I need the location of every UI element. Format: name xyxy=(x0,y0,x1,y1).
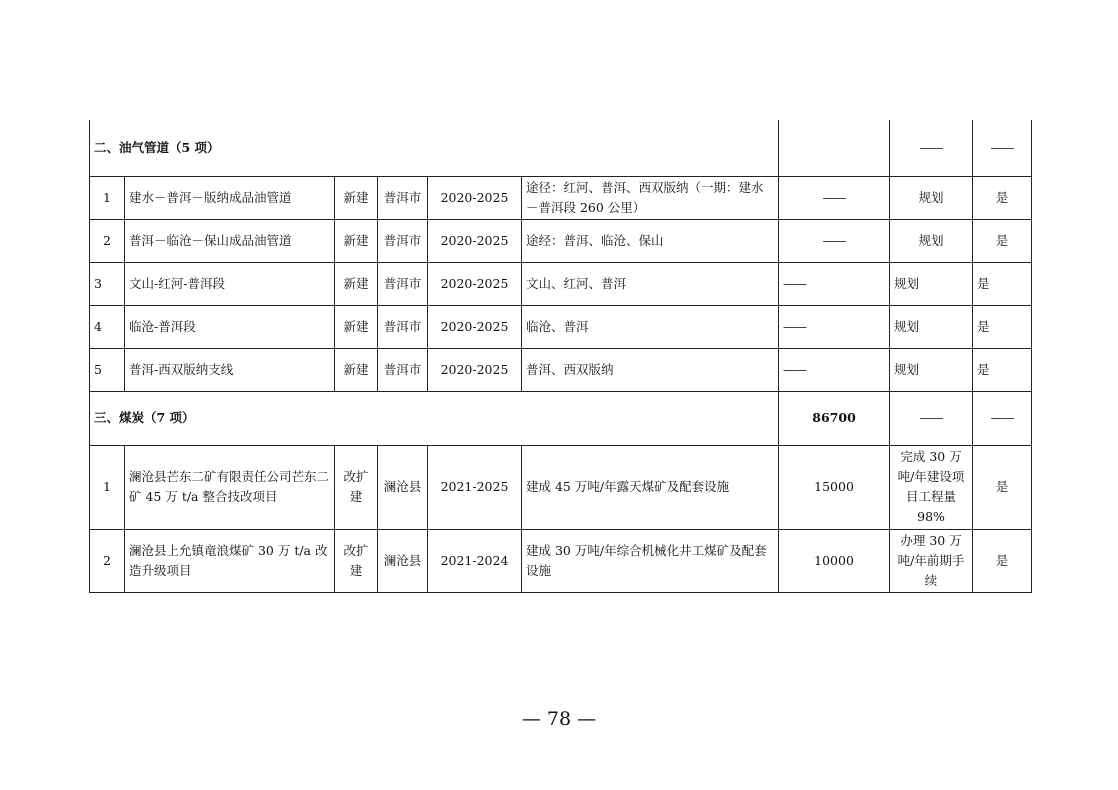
period: 2020-2025 xyxy=(428,219,522,262)
row-number: 1 xyxy=(90,445,125,529)
content: 途经：普洱、临沧、保山 xyxy=(522,219,779,262)
progress: 规划 xyxy=(890,348,973,391)
section-title: 三、煤炭（7 项） xyxy=(90,391,779,445)
build-type: 改扩建 xyxy=(335,445,378,529)
page-number: — 78 — xyxy=(521,708,597,730)
row-number: 4 xyxy=(90,305,125,348)
row-number: 2 xyxy=(90,219,125,262)
project-name: 临沧-普洱段 xyxy=(125,305,335,348)
content: 文山、红河、普洱 xyxy=(522,262,779,305)
section-total: 86700 xyxy=(779,391,890,445)
flag: 是 xyxy=(973,219,1032,262)
location: 普洱市 xyxy=(378,176,428,219)
section-progress: —— xyxy=(890,391,973,445)
period: 2020-2025 xyxy=(428,348,522,391)
section-total xyxy=(779,120,890,176)
flag: 是 xyxy=(973,445,1032,529)
period: 2020-2025 xyxy=(428,262,522,305)
period: 2021-2024 xyxy=(428,529,522,592)
build-type: 新建 xyxy=(335,348,378,391)
location: 普洱市 xyxy=(378,219,428,262)
row-number: 3 xyxy=(90,262,125,305)
content: 途径：红河、普洱、西双版纳（一期：建水－普洱段 260 公里） xyxy=(522,176,779,219)
row-number: 5 xyxy=(90,348,125,391)
project-name: 建水－普洱－版纳成品油管道 xyxy=(125,176,335,219)
flag: 是 xyxy=(973,262,1032,305)
progress: 规划 xyxy=(890,305,973,348)
table-row xyxy=(90,262,1032,305)
section-flag: —— xyxy=(973,120,1032,176)
row-number: 2 xyxy=(90,529,125,592)
progress: 规划 xyxy=(890,176,973,219)
table-row xyxy=(90,305,1032,348)
project-table xyxy=(89,120,1032,593)
flag: 是 xyxy=(973,176,1032,219)
table-row xyxy=(90,445,1032,529)
section-flag: —— xyxy=(973,391,1032,445)
flag: 是 xyxy=(973,529,1032,592)
location: 普洱市 xyxy=(378,305,428,348)
project-name: 普洱-西双版纳支线 xyxy=(125,348,335,391)
investment: —— xyxy=(779,305,890,348)
location: 普洱市 xyxy=(378,262,428,305)
project-name: 普洱－临沧－保山成品油管道 xyxy=(125,219,335,262)
period: 2021-2025 xyxy=(428,445,522,529)
project-name: 澜沧县芒东二矿有限责任公司芒东二矿 45 万 t/a 整合技改项目 xyxy=(125,445,335,529)
section-header-row xyxy=(90,391,1032,445)
table-row xyxy=(90,529,1032,592)
section-header-row xyxy=(90,120,1032,176)
build-type: 新建 xyxy=(335,219,378,262)
flag: 是 xyxy=(973,348,1032,391)
row-number: 1 xyxy=(90,176,125,219)
content: 普洱、西双版纳 xyxy=(522,348,779,391)
progress: 规划 xyxy=(890,262,973,305)
content: 建成 30 万吨/年综合机械化井工煤矿及配套设施 xyxy=(522,529,779,592)
progress: 规划 xyxy=(890,219,973,262)
location: 澜沧县 xyxy=(378,445,428,529)
project-name: 澜沧县上允镇竜浪煤矿 30 万 t/a 改造升级项目 xyxy=(125,529,335,592)
progress: 完成 30 万吨/年建设项目工程量 98% xyxy=(890,445,973,529)
table-row xyxy=(90,219,1032,262)
location: 澜沧县 xyxy=(378,529,428,592)
project-name: 文山-红河-普洱段 xyxy=(125,262,335,305)
table-row xyxy=(90,176,1032,219)
investment: —— xyxy=(779,219,890,262)
investment: —— xyxy=(779,348,890,391)
location: 普洱市 xyxy=(378,348,428,391)
investment: —— xyxy=(779,176,890,219)
period: 2020-2025 xyxy=(428,176,522,219)
build-type: 新建 xyxy=(335,262,378,305)
flag: 是 xyxy=(973,305,1032,348)
table-row xyxy=(90,348,1032,391)
section-progress: —— xyxy=(890,120,973,176)
progress: 办理 30 万吨/年前期手续 xyxy=(890,529,973,592)
investment: 15000 xyxy=(779,445,890,529)
content: 建成 45 万吨/年露天煤矿及配套设施 xyxy=(522,445,779,529)
section-title: 二、油气管道（5 项） xyxy=(90,120,779,176)
build-type: 新建 xyxy=(335,176,378,219)
period: 2020-2025 xyxy=(428,305,522,348)
build-type: 改扩建 xyxy=(335,529,378,592)
content: 临沧、普洱 xyxy=(522,305,779,348)
build-type: 新建 xyxy=(335,305,378,348)
investment: —— xyxy=(779,262,890,305)
investment: 10000 xyxy=(779,529,890,592)
